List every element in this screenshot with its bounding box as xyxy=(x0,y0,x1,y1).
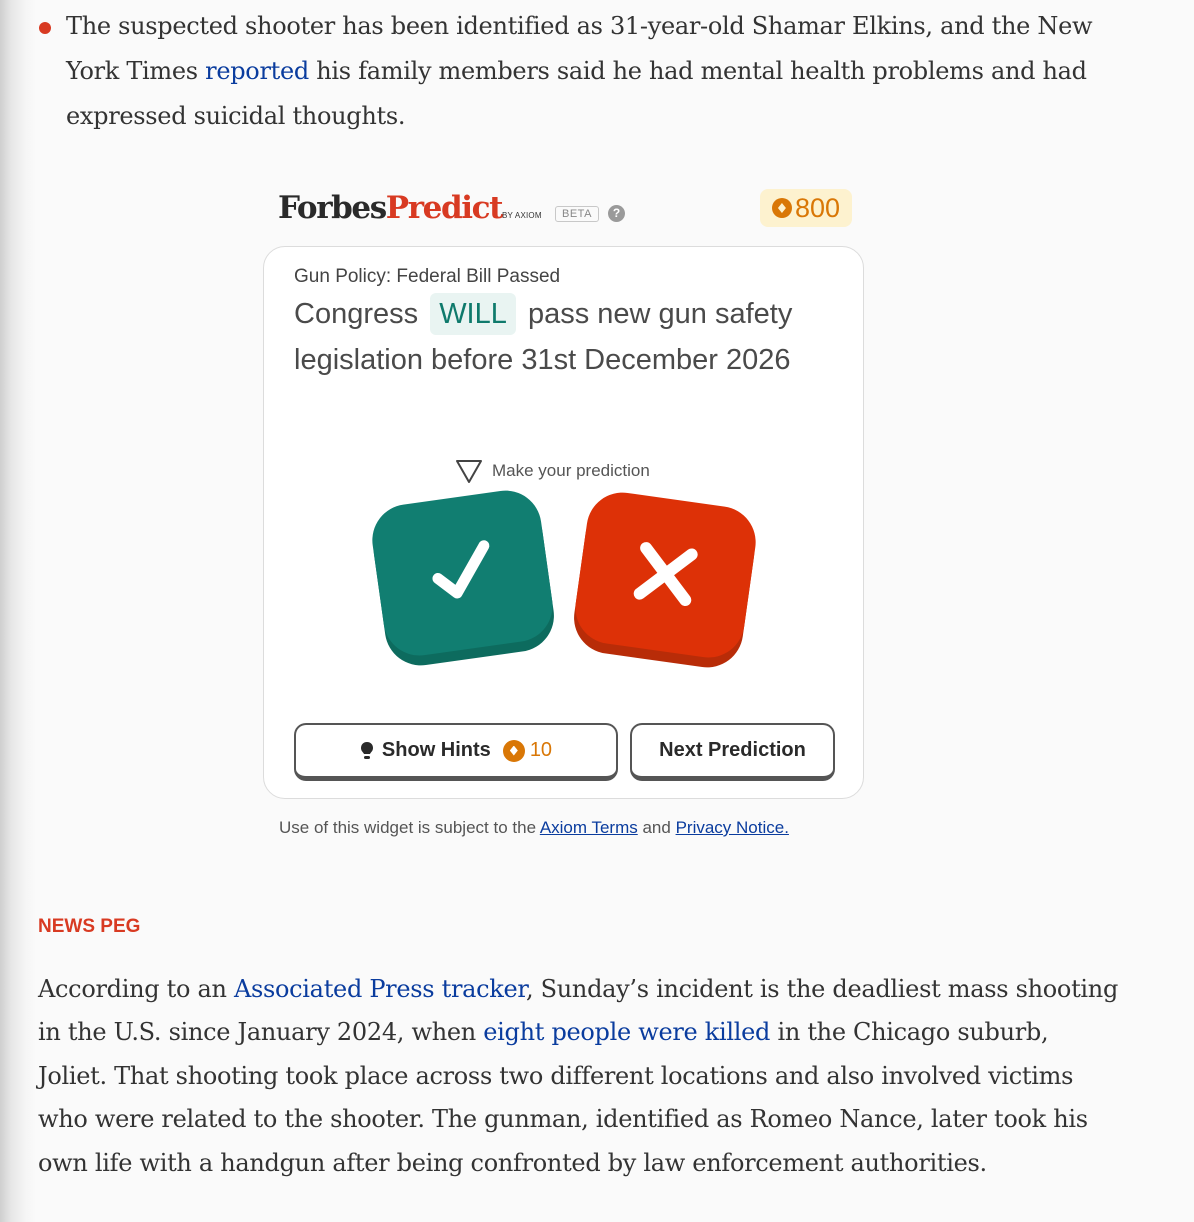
axiom-terms-link[interactable]: Axiom Terms xyxy=(539,818,638,837)
beta-badge: BETA xyxy=(555,206,599,222)
bullet-text-end: his family members said he had mental health problems and had expressed suicidal thoughts. xyxy=(66,57,1087,130)
privacy-notice-link[interactable]: Privacy Notice. xyxy=(675,818,789,837)
will-highlight: WILL xyxy=(430,293,516,335)
paragraph-text: , Sunday’s incident is the deadliest mass shooting in the U.S. since January 2024, when xyxy=(38,975,1119,1047)
down-triangle-icon xyxy=(454,457,484,485)
lightbulb-icon xyxy=(360,741,374,761)
predict-yes-button[interactable] xyxy=(368,486,559,668)
coin-balance-value: 800 xyxy=(794,192,840,223)
widget-header xyxy=(278,188,852,230)
show-hints-button[interactable] xyxy=(294,723,618,781)
widget-terms-notice xyxy=(279,818,789,838)
section-label: NEWS PEG xyxy=(38,916,141,937)
brand-forbes: Forbes xyxy=(278,190,386,226)
question-text-end: pass new gun safety legislation before 31st December 2026 xyxy=(294,298,793,376)
help-icon[interactable]: ? xyxy=(608,205,625,222)
hint-cost xyxy=(503,739,552,762)
paragraph-text: in the Chicago suburb, Joliet. That shooting took place across two different locations and also involved victims who were related to the shooter. The gunman, identified as Romeo Nance, later took his own life with a handgun after being confronted by law enforcement authorities. xyxy=(38,1018,1088,1177)
prediction-card xyxy=(263,246,864,799)
hint-cost-value: 10 xyxy=(529,739,553,761)
show-hints-label: Show Hints xyxy=(381,739,491,761)
coin-balance xyxy=(760,189,852,227)
coin-icon xyxy=(772,198,792,218)
bullet-item xyxy=(66,4,1126,139)
prediction-category: Gun Policy: Federal Bill Passed xyxy=(294,266,561,287)
prediction-question xyxy=(294,291,839,383)
predict-no-button[interactable] xyxy=(570,488,761,670)
page-edge-shadow xyxy=(0,0,36,1222)
bullet-text: The suspected shooter has been identified as 31-year-old Shamar Elkins, and the New York Times xyxy=(66,12,1093,85)
eight-people-killed-link[interactable]: eight people were killed xyxy=(483,1018,771,1047)
question-text-start: Congress xyxy=(294,298,419,330)
ap-tracker-link[interactable]: Associated Press tracker xyxy=(233,975,526,1003)
prompt-text: Make your prediction xyxy=(492,461,650,480)
by-axiom-label: BY AXIOM xyxy=(502,211,542,220)
x-icon xyxy=(626,535,705,614)
paragraph-text: According to an xyxy=(38,975,234,1003)
article-paragraph xyxy=(38,968,1118,1185)
reported-link[interactable]: reported xyxy=(205,57,309,85)
next-prediction-button[interactable] xyxy=(630,723,835,781)
brand-predict: Predict xyxy=(385,190,502,226)
coin-icon xyxy=(503,740,525,762)
make-prediction-prompt xyxy=(454,457,650,485)
bullet-marker xyxy=(39,22,51,34)
checkmark-icon xyxy=(423,533,502,612)
terms-text: Use of this widget is subject to the xyxy=(279,818,540,837)
forbes-predict-logo xyxy=(278,188,502,228)
terms-and-text: and xyxy=(637,818,676,837)
next-prediction-label: Next Prediction xyxy=(659,739,806,761)
